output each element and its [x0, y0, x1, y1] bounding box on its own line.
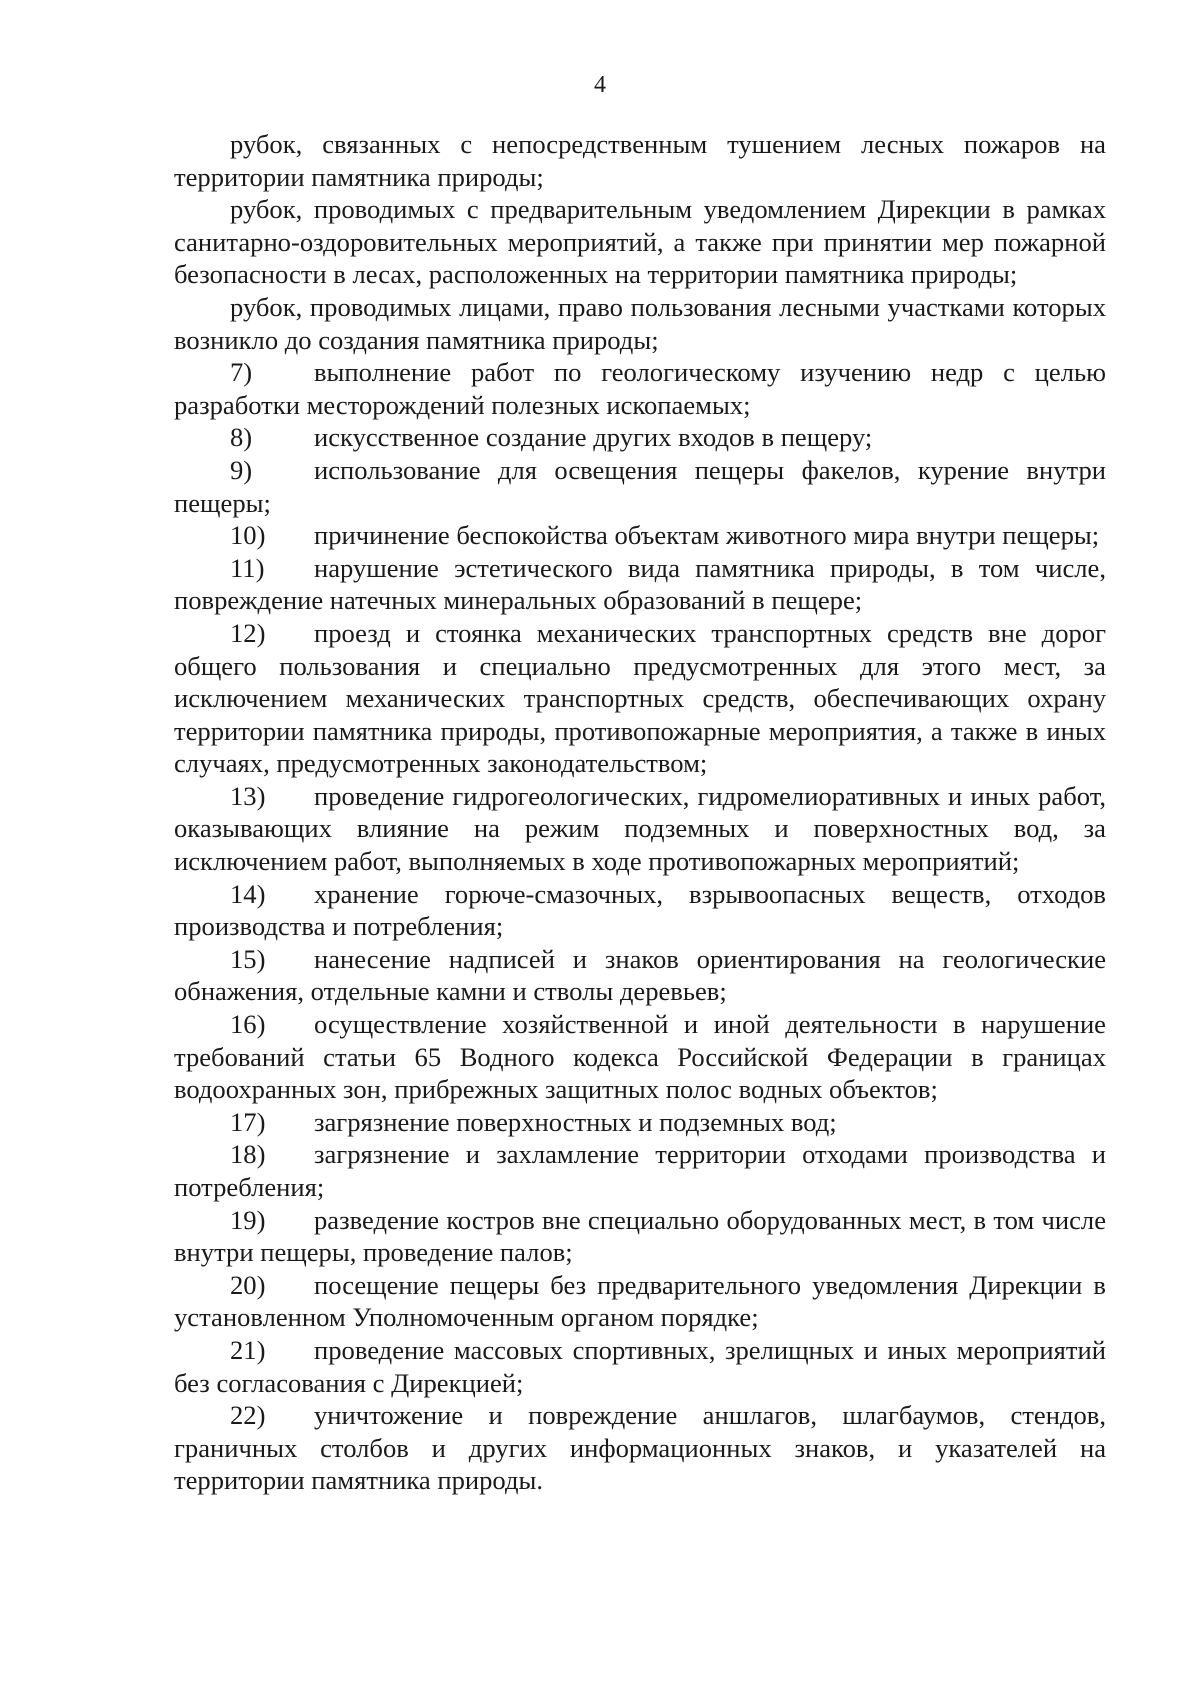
list-item [174, 1138, 1106, 1203]
list-item-number: 7) [230, 357, 253, 388]
list-item [174, 1106, 1106, 1139]
list-item-number: 22) [230, 1400, 266, 1431]
list-item-number: 13) [230, 780, 266, 811]
list-item-text: разведение костров вне специально оборудованных мест, в том числе внутри пещеры, проведение палов; [174, 1204, 1106, 1268]
paragraph: рубок, проводимых лицами, право пользования лесными участками которых возникло до создания памятника природы; [174, 291, 1106, 355]
list-item-text: проведение гидрогеологических, гидромелиоративных и иных работ, оказывающих влияние на режим подземных и поверхностных вод, за исключением работ, выполняемых в ходе противопожарных мероприятий; [174, 780, 1106, 877]
list-item-number: 10) [230, 520, 266, 551]
list-item-number: 17) [230, 1106, 266, 1137]
list-item [174, 1008, 1106, 1106]
list-item [174, 552, 1106, 617]
list-item [174, 1399, 1106, 1497]
list-item-number: 14) [230, 878, 266, 909]
list-item-number: 18) [230, 1139, 266, 1170]
document-body [174, 128, 1106, 1497]
list-item-text: уничтожение и повреждение аншлагов, шлагбаумов, стендов, граничных столбов и других информационных знаков, и указателей на территории памятника природы. [174, 1400, 1106, 1496]
list-item [174, 780, 1106, 878]
list-item [174, 1334, 1106, 1399]
list-item-text: осуществление хозяйственной и иной деятельности в нарушение требований статьи 65 Водного кодекса Российской Федерации в границах водоохранных зон, прибрежных защитных полос водных объектов; [174, 1009, 1106, 1105]
list-item-number: 11) [230, 552, 265, 583]
list-item [174, 617, 1106, 780]
list-item-text: искусственное создание других входов в пещеру; [314, 422, 873, 453]
list-item [174, 1204, 1106, 1269]
list-item-text: нанесение надписей и знаков ориентирования на геологические обнажения, отдельные камни и стволы деревьев; [174, 943, 1106, 1007]
list-item-text: выполнение работ по геологическому изучению недр с целью разработки месторождений полезных ископаемых; [174, 357, 1106, 420]
paragraph: рубок, проводимых с предварительным уведомлением Дирекции в рамках санитарно-оздоровительных мероприятий, а также при принятии мер пожарной безопасности в лесах, расположенных на территории памятника природы; [174, 194, 1106, 290]
list-item [174, 1269, 1106, 1334]
list-item-number: 9) [230, 454, 253, 485]
list-item [174, 454, 1106, 519]
list-item-text: причинение беспокойства объектам животного мира внутри пещеры; [314, 520, 1100, 551]
list-item-text: использование для освещения пещеры факелов, курение внутри пещеры; [174, 454, 1106, 518]
list-item [174, 943, 1106, 1008]
list-item [174, 356, 1106, 421]
list-item-number: 19) [230, 1204, 266, 1235]
list-item-number: 20) [230, 1269, 266, 1300]
list-item-number: 16) [230, 1009, 266, 1040]
paragraph: рубок, связанных с непосредственным тушением лесных пожаров на территории памятника природы; [174, 129, 1106, 192]
page-number: 4 [594, 72, 606, 98]
list-item-text: проезд и стоянка механических транспортных средств вне дорог общего пользования и специально предусмотренных для этого мест, за исключением механических транспортных средств, обеспечивающих охрану территории памятника природы, противопожарные мероприятия, а также в иных случаях, предусмотренных законодательством; [174, 617, 1106, 779]
list-item-text: хранение горюче-смазочных, взрывоопасных веществ, отходов производства и потребления; [174, 878, 1106, 942]
list-item-text: проведение массовых спортивных, зрелищных и иных мероприятий без согласования с Дирекцией; [174, 1334, 1106, 1398]
list-item-text: нарушение эстетического вида памятника природы, в том числе, повреждение натечных минеральных образований в пещере; [174, 552, 1106, 616]
list-item-number: 21) [230, 1334, 266, 1365]
list-item-number: 15) [230, 943, 266, 974]
list-item [174, 519, 1106, 552]
list-item-text: загрязнение поверхностных и подземных вод; [314, 1106, 837, 1137]
list-item-text: посещение пещеры без предварительного уведомления Дирекции в установленном Уполномоченным органом порядке; [174, 1269, 1106, 1333]
list-item-number: 8) [230, 422, 253, 453]
list-item [174, 421, 1106, 454]
list-item [174, 878, 1106, 943]
list-item-text: загрязнение и захламление территории отходами производства и потребления; [174, 1139, 1106, 1202]
list-item-number: 12) [230, 617, 266, 648]
